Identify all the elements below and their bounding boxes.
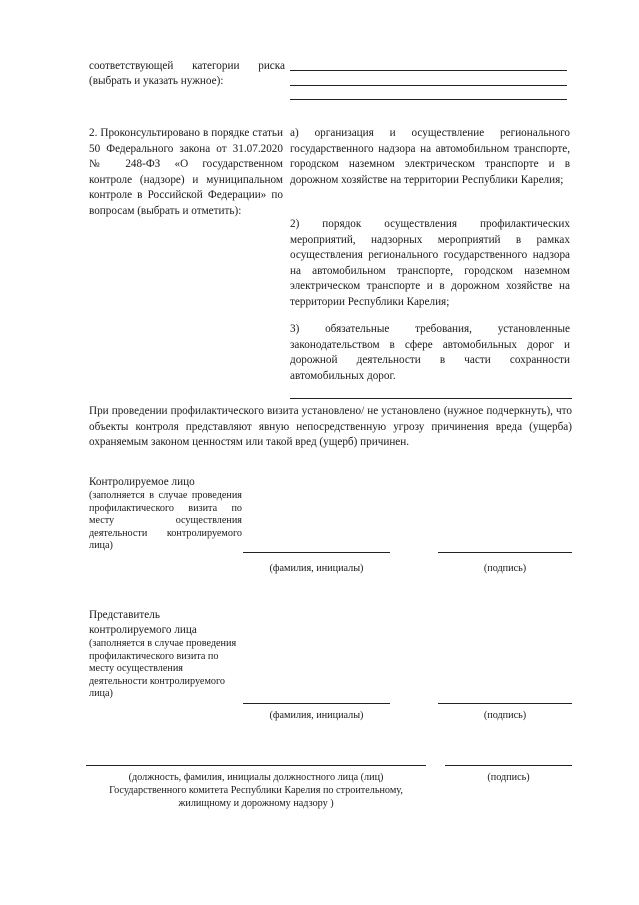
risk-category-field-line-1[interactable] [290,70,567,71]
risk-category-field-line-2[interactable] [290,85,567,86]
official-caption-line1: (должность, фамилия, инициалы должностного лица (лиц) [128,772,384,783]
controlled-person-name-line[interactable] [243,552,390,553]
official-signature-line[interactable] [445,765,572,766]
risk-category-label: соответствующей категории риска [89,60,285,72]
official-caption-line3: жилищному и дорожному надзору ) [178,798,334,809]
consultation-option-3[interactable]: 3) обязательные требования, установленные законодательством в сфере автомобильных дорог и дорожной деятельности в части сохранности автомобильных дорог. [290,323,570,382]
risk-category-field-line-3[interactable] [290,99,567,100]
representative-note: (заполняется в случае проведения профилактического визита по месту осуществления деятельности контролируемого лица) [89,638,237,700]
official-name-line[interactable] [86,765,426,766]
controlled-person-signature-line[interactable] [438,552,572,553]
consultation-option-2[interactable]: 2) порядок осуществления профилактических мероприятий, надзорных мероприятий в рамках осуществления регионального государственного надзора на автомобильном транспорте, городском наземном электрическом транспорте и в дорожном хозяйстве на территории Республики Карелия; [290,218,570,308]
visit-statement: При проведении профилактического визита установлено/ не установлено (нужное подчеркнуть), что объекты контроля представляют явную непосредственную угрозу причинения вреда (ущерба) охраняемым законом ценностям или такой вред (ущерб) причинен. [89,405,572,449]
representative-signature-caption: (подпись) [483,710,527,721]
controlled-person-signature-caption: (подпись) [483,563,527,574]
representative-title-line2: контролируемого лица [89,624,197,636]
official-caption-line2: Государственного комитета Республики Карелия по строительному, [109,785,403,796]
representative-title-line1: Представитель [89,609,160,621]
consultation-divider [290,398,572,399]
controlled-person-name-caption: (фамилия, инициалы) [269,563,364,574]
consultation-option-a[interactable]: а) организация и осуществление регионального государственного надзора на автомобильном транспорте, городском наземном электрическом транспорте и в дорожном хозяйстве на территории Республики Карелия; [290,127,570,186]
controlled-person-note: (заполняется в случае проведения профилактического визита по месту осуществления деятельности контролируемого лица) [89,490,242,552]
risk-category-hint: (выбрать и указать нужное): [89,75,224,87]
representative-signature-line[interactable] [438,703,572,704]
representative-name-caption: (фамилия, инициалы) [269,710,364,721]
consultation-text: 2. Проконсультировано в порядке статьи 50 Федерального закона от 31.07.2020 № 248-ФЗ «О государственном контроле (надзоре) и муниципальном контроле в Российской Федерации» по вопросам (выбрать и отметить): [89,127,283,217]
official-signature-caption: (подпись) [487,772,530,783]
controlled-person-title: Контролируемое лицо [89,476,195,488]
representative-name-line[interactable] [243,703,390,704]
